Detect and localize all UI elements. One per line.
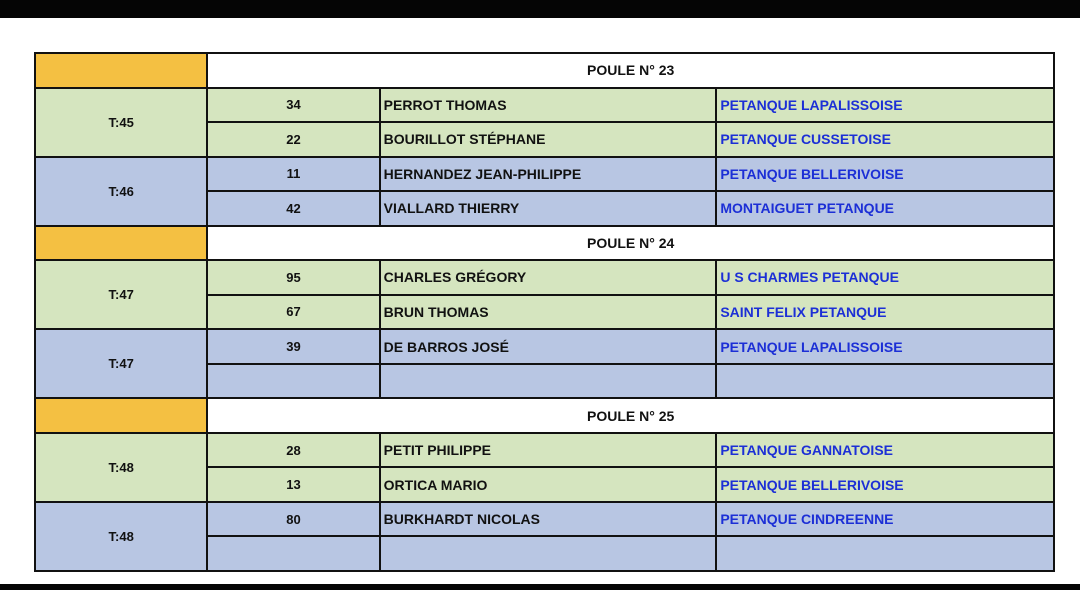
terrain-label: T:48 — [35, 433, 207, 502]
player-club: U S CHARMES PETANQUE — [716, 260, 1054, 295]
player-club: PETANQUE LAPALISSOISE — [716, 88, 1054, 123]
player-number — [207, 536, 379, 571]
player-number: 42 — [207, 191, 379, 226]
player-name: HERNANDEZ JEAN-PHILIPPE — [380, 157, 717, 192]
player-number: 11 — [207, 157, 379, 192]
top-black-bar — [0, 0, 1080, 18]
player-club: PETANQUE BELLERIVOISE — [716, 467, 1054, 502]
player-number: 34 — [207, 88, 379, 123]
poule-table-body — [35, 53, 1054, 571]
poule-header-row — [35, 53, 1054, 88]
poule-table — [34, 52, 1055, 572]
player-name: CHARLES GRÉGORY — [380, 260, 717, 295]
player-row — [35, 157, 1054, 192]
poule-header-marker — [35, 398, 207, 433]
player-number: 28 — [207, 433, 379, 468]
player-number: 13 — [207, 467, 379, 502]
player-row — [35, 433, 1054, 468]
player-club: PETANQUE CUSSETOISE — [716, 122, 1054, 157]
player-row — [35, 88, 1054, 123]
poule-header-marker — [35, 226, 207, 261]
player-row — [35, 260, 1054, 295]
player-club: PETANQUE BELLERIVOISE — [716, 157, 1054, 192]
player-name: PERROT THOMAS — [380, 88, 717, 123]
terrain-label: T:47 — [35, 260, 207, 329]
player-number: 22 — [207, 122, 379, 157]
poule-title: POULE N° 24 — [207, 226, 1054, 261]
player-name: BOURILLOT STÉPHANE — [380, 122, 717, 157]
player-row — [35, 502, 1054, 537]
terrain-label: T:45 — [35, 88, 207, 157]
player-club: MONTAIGUET PETANQUE — [716, 191, 1054, 226]
terrain-label: T:48 — [35, 502, 207, 571]
player-number: 95 — [207, 260, 379, 295]
player-name: ORTICA MARIO — [380, 467, 717, 502]
terrain-label: T:47 — [35, 329, 207, 398]
poule-header-row — [35, 226, 1054, 261]
player-club: PETANQUE CINDREENNE — [716, 502, 1054, 537]
player-name: BRUN THOMAS — [380, 295, 717, 330]
player-name — [380, 364, 717, 399]
terrain-label: T:46 — [35, 157, 207, 226]
player-name: BURKHARDT NICOLAS — [380, 502, 717, 537]
bottom-black-bar — [0, 584, 1080, 590]
poule-header-marker — [35, 53, 207, 88]
poule-title: POULE N° 25 — [207, 398, 1054, 433]
player-name — [380, 536, 717, 571]
player-number: 80 — [207, 502, 379, 537]
player-club — [716, 364, 1054, 399]
player-club: SAINT FELIX PETANQUE — [716, 295, 1054, 330]
player-number: 39 — [207, 329, 379, 364]
player-number: 67 — [207, 295, 379, 330]
poule-title: POULE N° 23 — [207, 53, 1054, 88]
player-club — [716, 536, 1054, 571]
player-club: PETANQUE GANNATOISE — [716, 433, 1054, 468]
poule-header-row — [35, 398, 1054, 433]
player-name: DE BARROS JOSÉ — [380, 329, 717, 364]
player-name: VIALLARD THIERRY — [380, 191, 717, 226]
player-row — [35, 329, 1054, 364]
player-club: PETANQUE LAPALISSOISE — [716, 329, 1054, 364]
player-number — [207, 364, 379, 399]
player-name: PETIT PHILIPPE — [380, 433, 717, 468]
